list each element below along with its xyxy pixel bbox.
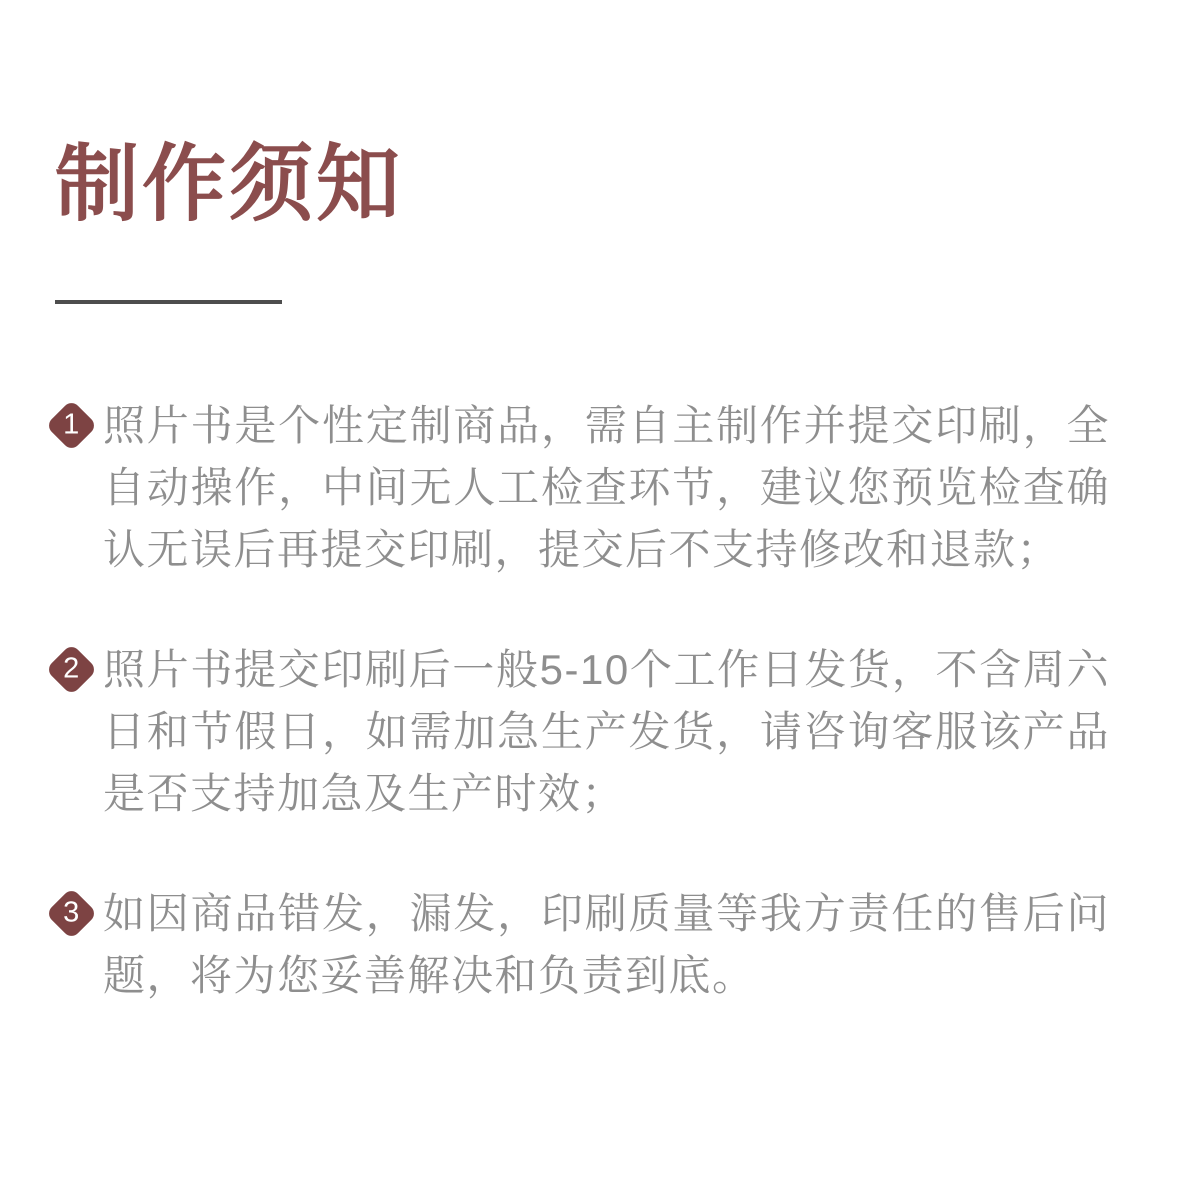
notice-1-text: 照片书是个性定制商品，需自主制作并提交印刷，全自动操作，中间无人工检查环节，建议您预览检查确认无误后再提交印刷，提交后不支持修改和退款； [103, 402, 1110, 573]
notice-item-2 [45, 639, 1110, 825]
notice-number: 3 [62, 896, 80, 929]
notice-list [45, 395, 1110, 1065]
title-underline [55, 300, 282, 304]
notice-3-number-badge [45, 887, 97, 939]
notice-1-number-badge [45, 399, 97, 451]
notice-3-text: 如因商品错发，漏发，印刷质量等我方责任的售后问题，将为您妥善解决和负责到底。 [103, 890, 1110, 999]
notice-number: 1 [62, 408, 80, 441]
diamond-badge-icon [45, 887, 97, 939]
notice-number: 2 [62, 652, 80, 685]
notice-item-1 [45, 395, 1110, 581]
diamond-badge-icon [45, 643, 97, 695]
notice-2-text: 照片书提交印刷后一般5-10个工作日发货，不含周六日和节假日，如需加急生产发货，请咨询客服该产品是否支持加急及生产时效； [103, 646, 1110, 817]
diamond-badge-icon [45, 399, 97, 451]
notice-item-3 [45, 883, 1110, 1007]
notice-2-number-badge [45, 643, 97, 695]
page-title: 制作须知 [55, 137, 404, 231]
